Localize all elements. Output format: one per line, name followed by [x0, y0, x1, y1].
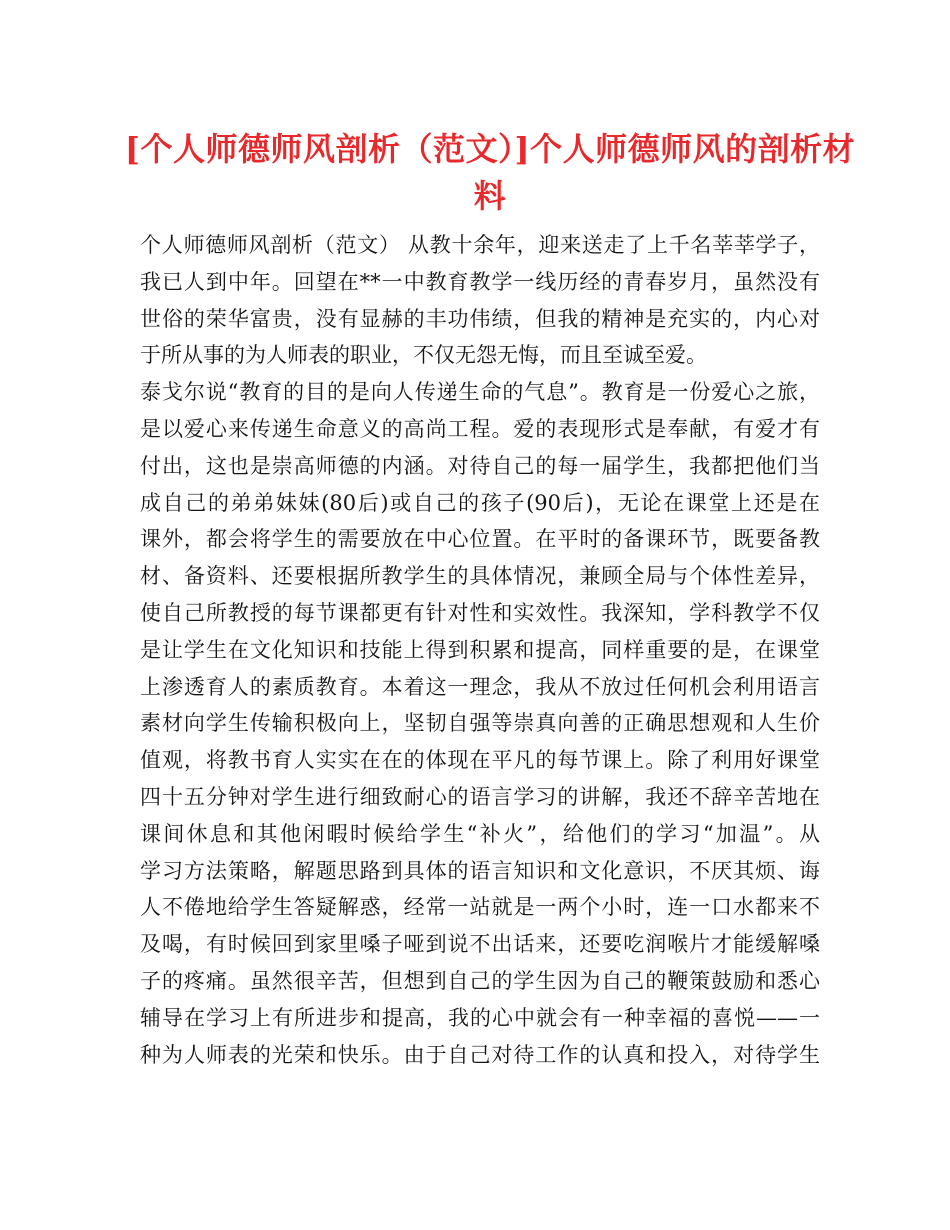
paragraph-line-5: 泰戈尔说“教育的目的是向人传递生命的气息”。教育是一份爱心之旅，	[140, 380, 820, 405]
paragraph-line-18: 学习方法策略，解题思路到具体的语言知识和文化意识，不厌其烦、诲	[140, 858, 820, 883]
paragraph-line-6: 是以爱心来传递生命意义的高尚工程。爱的表现形式是奉献，有爱才有	[140, 416, 820, 441]
paragraph-line-20: 及喝，有时候回到家里嗓子哑到说不出话来，还要吃润喉片才能缓解嗓	[140, 932, 820, 957]
paragraph-line-13: 上渗透育人的素质教育。本着这一理念，我从不放过任何机会利用语言	[140, 674, 820, 699]
paragraph-line-16: 四十五分钟对学生进行细致耐心的语言学习的讲解，我还不辞辛苦地在	[140, 784, 820, 809]
title-line-1: [个人师德师风剖析（范文）]个人师德师风的剖析材	[124, 130, 856, 168]
paragraph-line-2: 我已人到中年。回望在**一中教育教学一线历经的青春岁月，虽然没有	[140, 269, 820, 294]
paragraph-line-9: 课外，都会将学生的需要放在中心位置。在平时的备课环节，既要备教	[140, 527, 820, 552]
paragraph-line-14: 素材向学生传输积极向上，坚韧自强等崇真向善的正确思想观和人生价	[140, 711, 820, 736]
paragraph-line-17: 课间休息和其他闲暇时候给学生“补火”，给他们的学习“加温”。从	[140, 821, 820, 846]
paragraph-line-12: 是让学生在文化知识和技能上得到积累和提高，同样重要的是，在课堂	[140, 637, 820, 662]
paragraph-line-15: 值观，将教书育人实实在在的体现在平凡的每节课上。除了利用好课堂	[140, 748, 820, 773]
paragraph-line-21: 子的疼痛。虽然很辛苦，但想到自己的学生因为自己的鞭策鼓励和悉心	[140, 968, 820, 993]
document-title	[120, 126, 860, 220]
paragraph-line-8: 成自己的弟弟妹妹(80后)或自己的孩子(90后)，无论在课堂上还是在	[140, 490, 820, 515]
paragraph-line-1: 个人师德师风剖析（范文） 从教十余年，迎来送走了上千名莘莘学子，	[140, 233, 820, 257]
paragraph-line-23: 种为人师表的光荣和快乐。由于自己对待工作的认真和投入，对待学生	[140, 1042, 820, 1067]
paragraph-line-19: 人不倦地给学生答疑解惑，经常一站就是一两个小时，连一口水都来不	[140, 895, 820, 920]
paragraph-line-10: 材、备资料、还要根据所教学生的具体情况，兼顾全局与个体性差异，	[140, 564, 820, 589]
paragraph-line-22: 辅导在学习上有所进步和提高，我的心中就会有一种幸福的喜悦——一	[140, 1005, 820, 1030]
paragraph-line-7: 付出，这也是崇高师德的内涵。对待自己的每一届学生，我都把他们当	[140, 453, 820, 478]
document-body	[140, 227, 820, 1073]
paragraph-line-4: 于所从事的为人师表的职业，不仅无怨无悔，而且至诚至爱。	[140, 343, 707, 368]
paragraph-line-3: 世俗的荣华富贵，没有显赫的丰功伟绩，但我的精神是充实的，内心对	[140, 306, 820, 331]
title-line-2: 料	[473, 177, 507, 215]
paragraph-line-11: 使自己所教授的每节课都更有针对性和实效性。我深知，学科教学不仅	[140, 600, 820, 625]
